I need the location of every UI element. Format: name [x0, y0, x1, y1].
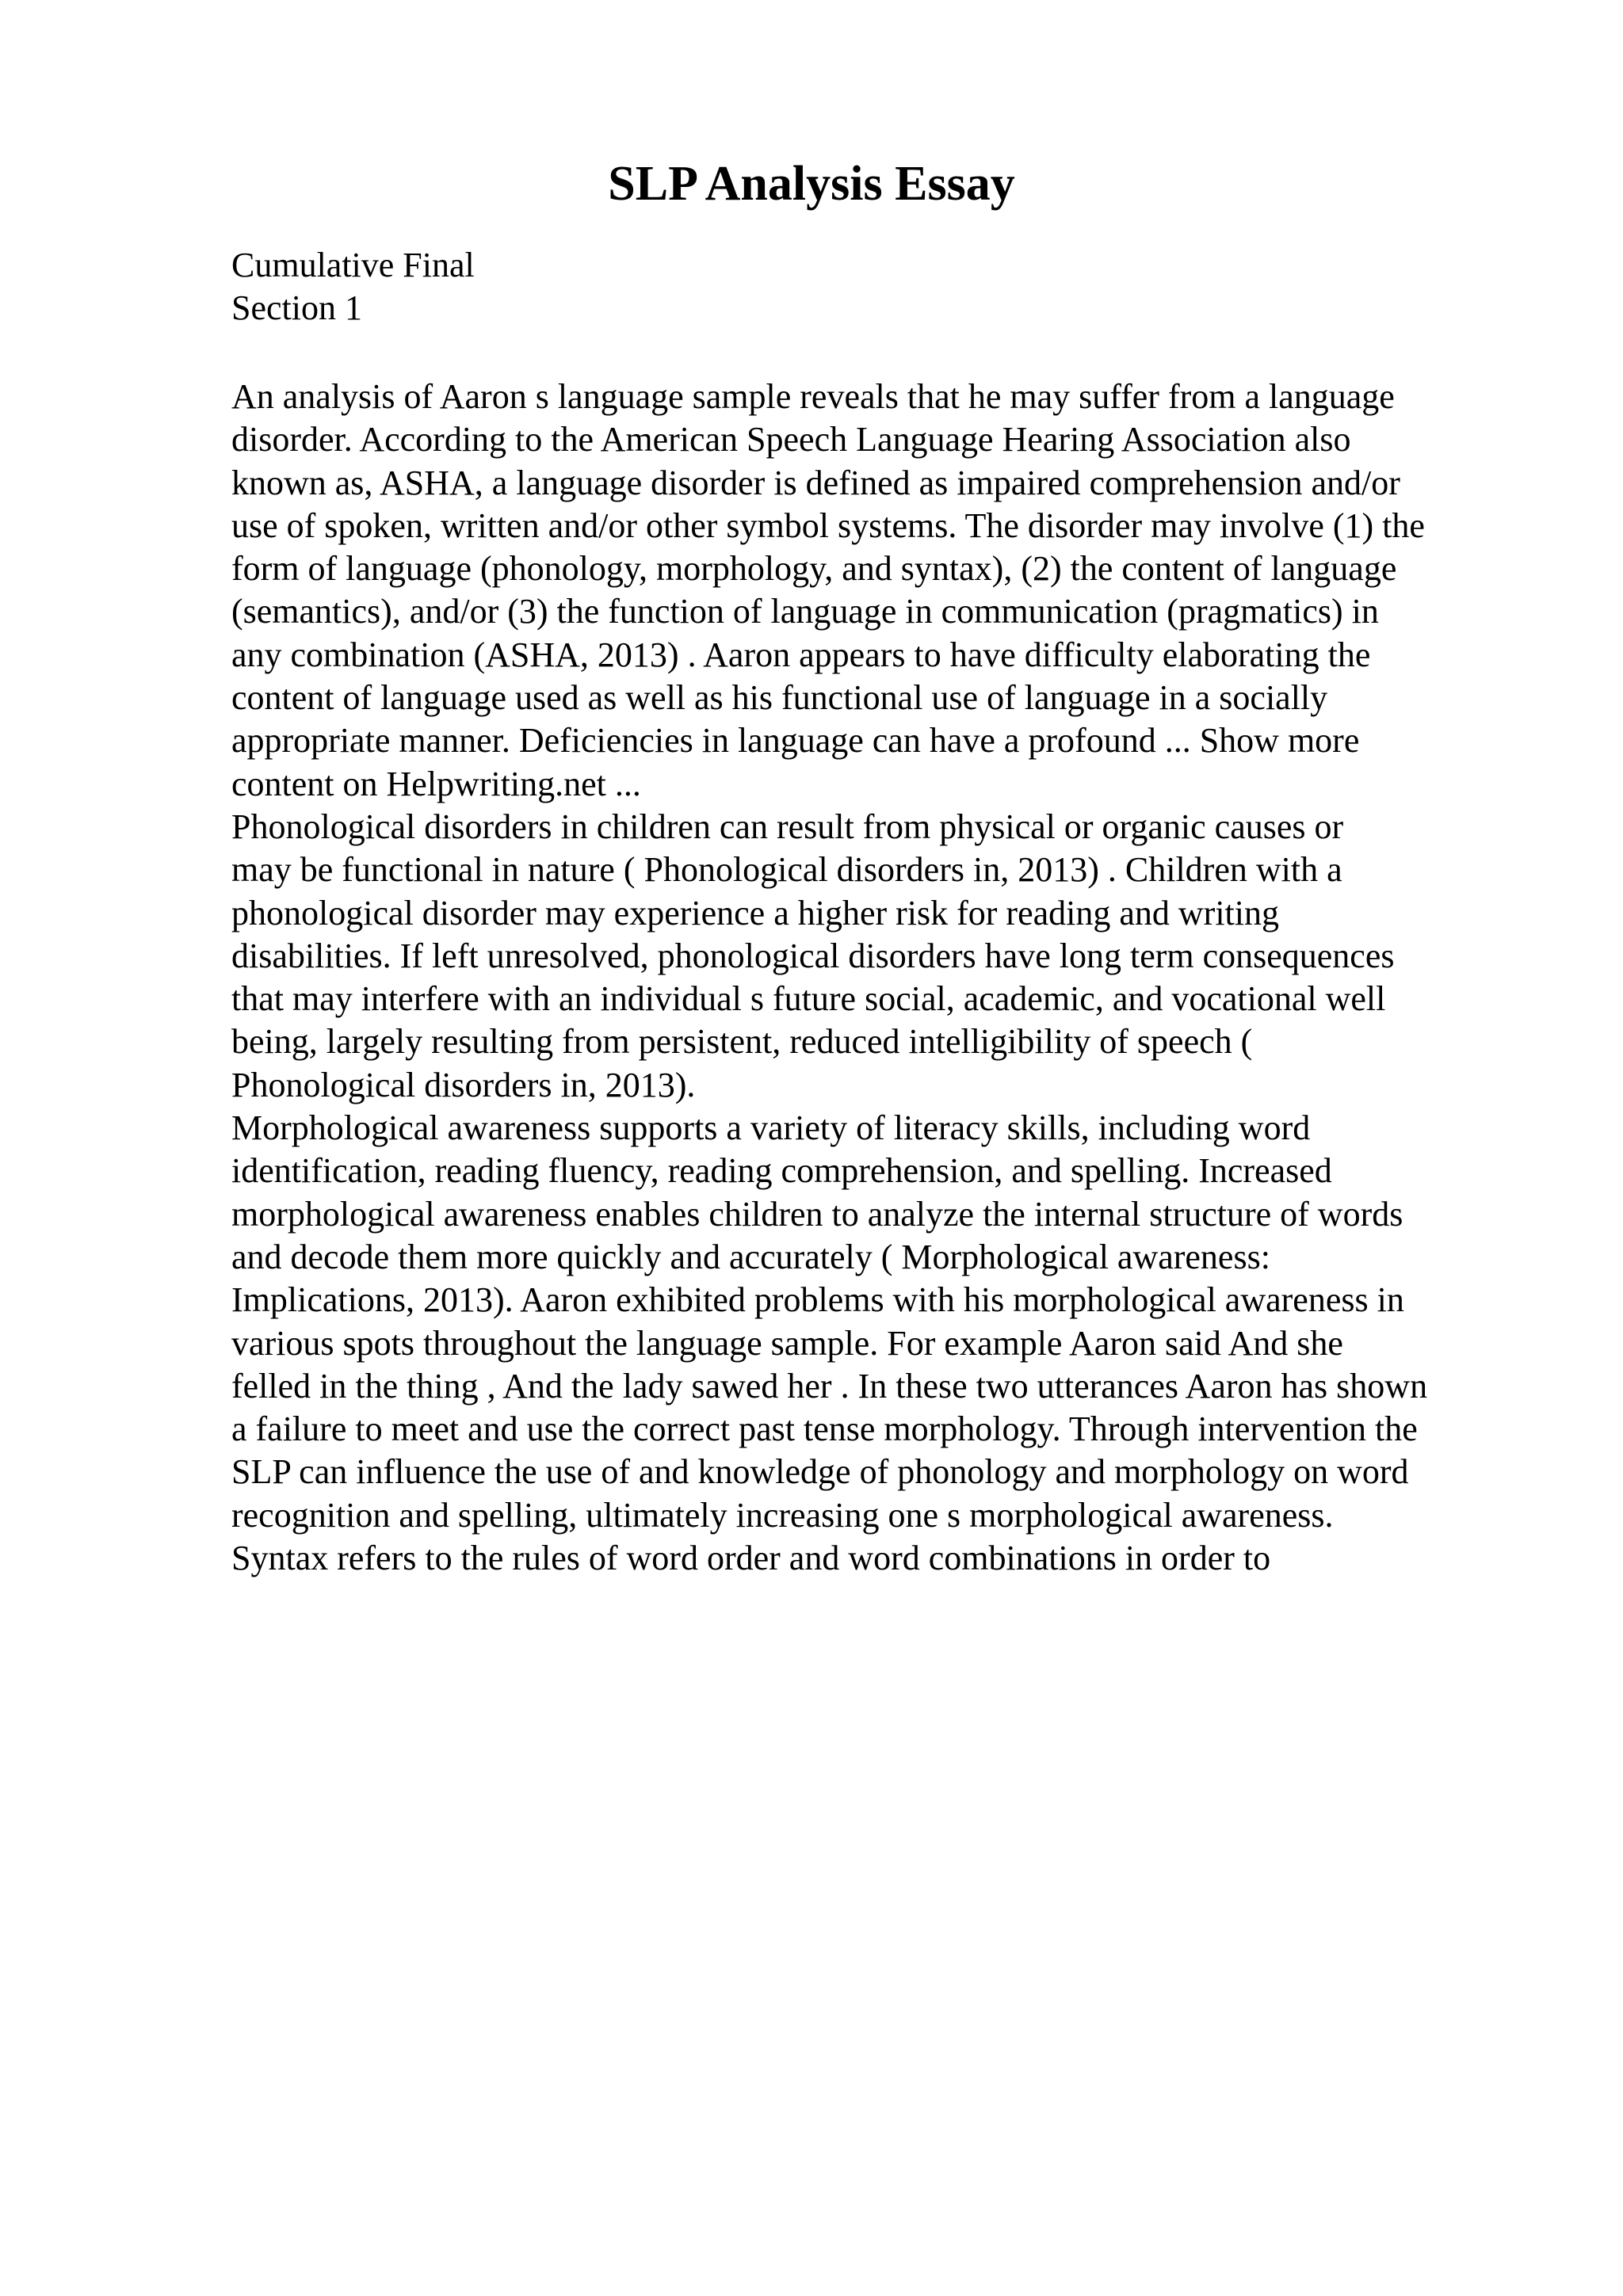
- text-line: form of language (phonology, morphology, and syntax), (2) the content of language: [231, 549, 1397, 589]
- text-line: being, largely resulting from persistent, reduced intelligibility of speech (: [231, 1022, 1253, 1062]
- text-line: identification, reading fluency, reading comprehension, and spelling. Increased: [231, 1151, 1332, 1191]
- text-line: SLP can influence the use of and knowledge of phonology and morphology on word: [231, 1452, 1409, 1492]
- text-line: Phonological disorders in, 2013).: [231, 1065, 696, 1104]
- text-line: use of spoken, written and/or other symbol systems. The disorder may involve (1) the: [231, 505, 1425, 545]
- text-line: An analysis of Aaron s language sample reveals that he may suffer from a language: [231, 377, 1395, 416]
- essay-body: [231, 376, 1531, 1580]
- text-line: phonological disorder may experience a higher risk for reading and writing: [231, 893, 1279, 933]
- text-line: (semantics), and/or (3) the function of language in communication (pragmatics) in: [231, 592, 1379, 631]
- text-line: that may interfere with an individual s future social, academic, and vocational well: [231, 979, 1386, 1019]
- text-line: content on Helpwriting.net ...: [231, 764, 641, 803]
- text-line: Syntax refers to the rules of word order and word combinations in order to: [231, 1539, 1271, 1578]
- text-line: Implications, 2013). Aaron exhibited problems with his morphological awareness in: [231, 1280, 1404, 1320]
- text-line: morphological awareness enables children to analyze the internal structure of words: [231, 1194, 1403, 1234]
- text-line: a failure to meet and use the correct past tense morphology. Through intervention the: [231, 1409, 1418, 1449]
- text-line: various spots throughout the language sample. For example Aaron said And she: [231, 1323, 1343, 1363]
- document-title: SLP Analysis Essay: [608, 157, 1015, 211]
- text-line: may be functional in nature ( Phonological disorders in, 2013) . Children with a: [231, 850, 1342, 890]
- text-line: Morphological awareness supports a variety of literacy skills, including word: [231, 1108, 1311, 1148]
- text-line: and decode them more quickly and accurately ( Morphological awareness:: [231, 1237, 1270, 1276]
- text-line: recognition and spelling, ultimately increasing one s morphological awareness.: [231, 1495, 1334, 1535]
- text-line: any combination (ASHA, 2013) . Aaron appears to have difficulty elaborating the: [231, 635, 1371, 674]
- text-line: disabilities. If left unresolved, phonological disorders have long term consequences: [231, 936, 1395, 975]
- document-meta: [231, 244, 475, 330]
- text-line: known as, ASHA, a language disorder is defined as impaired comprehension and/or: [231, 463, 1400, 502]
- course-label: Cumulative Final: [231, 246, 475, 284]
- text-line: appropriate manner. Deficiencies in language can have a profound ... Show more: [231, 721, 1360, 761]
- text-line: disorder. According to the American Speech Language Hearing Association also: [231, 420, 1351, 460]
- text-line: Phonological disorders in children can result from physical or organic causes or: [231, 807, 1344, 846]
- text-line: felled in the thing , And the lady sawed her . In these two utterances Aaron has shown: [231, 1366, 1428, 1405]
- text-line: content of language used as well as his functional use of language in a socially: [231, 678, 1328, 718]
- section-label: Section 1: [231, 288, 362, 327]
